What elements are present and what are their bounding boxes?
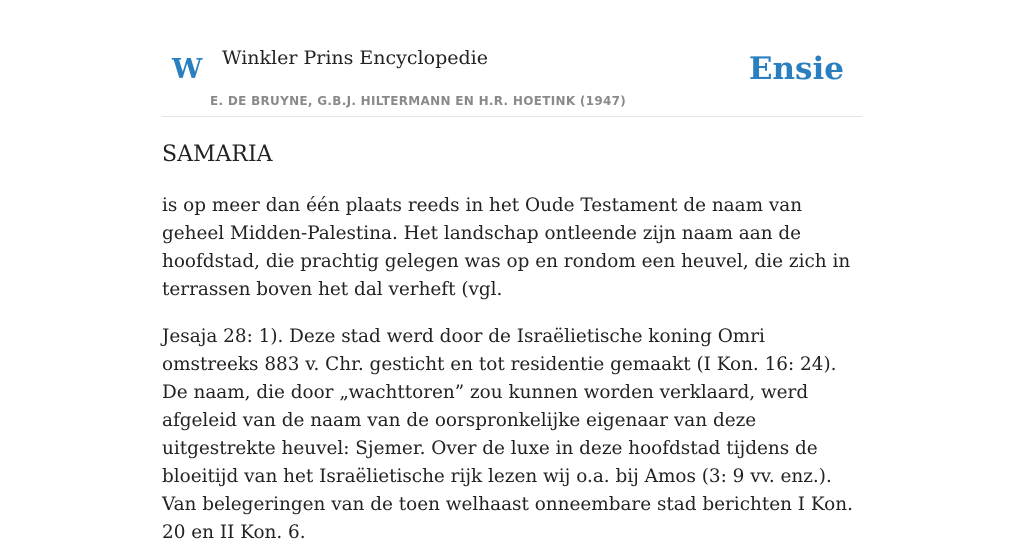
article-paragraph: is op meer dan één plaats reeds in het Oude Testament de naam van geheel Midden-Palestina. Het landschap ontleende zijn naam aan de hoofdstad, die prachtig gelegen was op en rondom een heuvel, die zich in terrassen boven het dal verheft (vgl.: [162, 195, 851, 300]
publication-title[interactable]: Winkler Prins Encyclopedie: [222, 47, 488, 69]
article-paragraph: Jesaja 28: 1). Deze stad werd door de Israëlietische koning Omri omstreeks 883 v. Chr. gesticht en tot residentie gemaakt (I Kon. 16: 24). De naam, die door „wachttoren” zou kunnen worden verklaard, werd afgeleid van de naam van de oorspronkelijke eigenaar van deze uitgestrekte heuvel: Sjemer. Over de luxe in deze hoofdstad tijdens de bloeitijd van het Israëlietische rijk lezen wij o.a. bij Amos (3: 9 vv. enz.). Van belegeringen van de toen welhaast onneembare stad berichten I Kon. 20 en II Kon. 6.: [162, 326, 853, 543]
publication-authors: E. DE BRUYNE, G.B.J. HILTERMANN EN H.R. HOETINK (1947): [210, 94, 627, 108]
publication-logo-icon[interactable]: W: [172, 54, 203, 85]
brand-logo[interactable]: Ensie: [748, 51, 844, 87]
article-title: SAMARIA: [162, 142, 273, 167]
site-header: [162, 0, 862, 117]
